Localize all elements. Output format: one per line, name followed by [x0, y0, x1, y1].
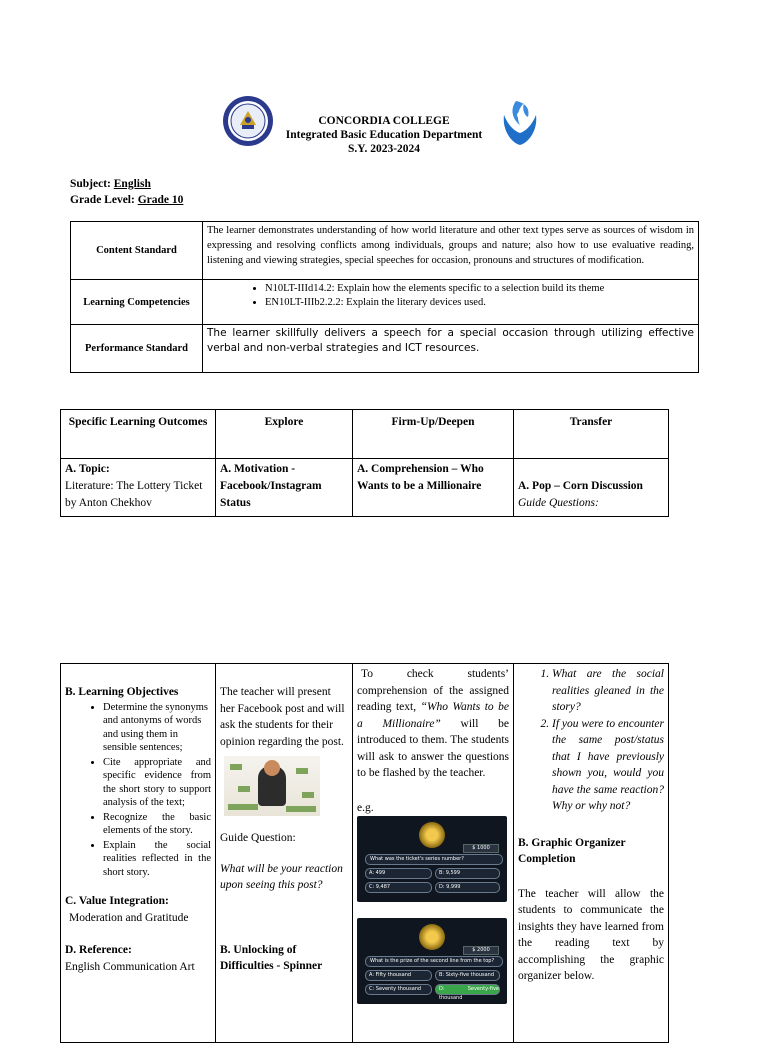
- reference-text: English Communication Art: [65, 960, 195, 973]
- guide-questions-label: Guide Questions:: [518, 497, 599, 509]
- transfer-question: 2. If you were to encounter the same post/status that I have previously shown you, would you have the same reaction? Why or why not?: [552, 716, 664, 815]
- quiz-option: B: 9,599: [435, 868, 500, 879]
- quiz-option: A: 499: [365, 868, 432, 879]
- quiz-option-highlighted: D: Seventy-five thousand: [435, 984, 500, 995]
- subject-value: English: [113, 178, 151, 190]
- objective-item: • Recognize the basic elements of the story.: [103, 811, 211, 838]
- quiz-option: C: Seventy thousand: [365, 984, 432, 995]
- transfer-questions-list: [518, 666, 664, 815]
- quiz-option: B: Sixty-five thousand: [435, 970, 500, 981]
- quiz-option: D: 9,999: [435, 882, 500, 893]
- quiz-option: C: 9,487: [365, 882, 432, 893]
- graphic-organizer-label: B. Graphic Organizer Completion: [518, 836, 626, 865]
- example-label: e.g.: [357, 801, 374, 814]
- topic-text: Literature: The Lottery Ticket by Anton Chekhov: [65, 480, 203, 509]
- lesson-plan-table: [60, 409, 669, 517]
- competency-item: • N10LT-IIId14.2: Explain how the elements specific to a selection build its theme: [265, 282, 694, 296]
- grade-value: Grade 10: [137, 193, 184, 206]
- subject-label: Subject:: [70, 178, 111, 190]
- reference-label: D. Reference:: [65, 944, 132, 956]
- objective-item: • Explain the social realities reflected in the short story.: [103, 839, 211, 880]
- quiz-option: A: Fifty thousand: [365, 970, 432, 981]
- topic-label: A. Topic:: [65, 463, 110, 475]
- guide-question-label: Guide Question:: [220, 832, 296, 844]
- facebook-post-image: [224, 756, 320, 816]
- school-year: S.Y. 2023-2024: [347, 143, 421, 155]
- header-transfer: Transfer: [514, 410, 669, 459]
- unlocking-difficulties-label: B. Unlocking of Difficulties - Spinner: [220, 943, 323, 972]
- header-outcomes: Specific Learning Outcomes: [61, 410, 216, 459]
- firm-quote: “Who Wants to be a Millionaire”: [357, 701, 509, 730]
- quiz-question: What is the prize of the second line from the top?: [365, 956, 503, 967]
- firm-text-2: will be introduced to them. The students will ask to answer the questions to be flashed by the teacher.: [357, 717, 510, 779]
- subject-info: [70, 177, 183, 208]
- firm-text-1: To check students’ comprehension of the assigned reading text,: [357, 668, 509, 713]
- competencies-list: [207, 282, 694, 310]
- grade-label: Grade Level:: [70, 193, 135, 206]
- millionaire-quiz-screenshot-1: [357, 816, 507, 902]
- department-name: Integrated Basic Education Department: [285, 129, 483, 141]
- popcorn-label: A. Pop – Corn Discussion: [518, 480, 643, 492]
- quiz-amount: $ 2000: [463, 946, 499, 955]
- performance-standard-label: Performance Standard: [71, 325, 203, 373]
- header-firm-up: Firm-Up/Deepen: [353, 410, 514, 459]
- standards-table: [70, 221, 699, 373]
- millionaire-quiz-screenshot-2: [357, 918, 507, 1004]
- performance-standard-text: The learner skillfully delivers a speech for a special occasion through utilizing effective verbal and non-verbal strategies and ICT resources.: [203, 325, 699, 373]
- quiz-question: What was the ticket's series number?: [365, 854, 503, 865]
- quiz-amount: $ 1000: [463, 844, 499, 853]
- graphic-organizer-text: The teacher will allow the students to communicate the insights they have learned from the reading text by accomplishing the graphic organizer below.: [518, 887, 664, 982]
- objectives-label: B. Learning Objectives: [65, 686, 179, 698]
- guide-question-text: What will be your reaction upon seeing this post?: [220, 862, 343, 891]
- content-standard-label: Content Standard: [71, 222, 203, 280]
- value-integration-label: C. Value Integration:: [65, 895, 169, 907]
- objective-item: • Cite appropriate and specific evidence from the short story to support analysis of the text;: [103, 756, 211, 810]
- comprehension-label: A. Comprehension – Who Wants to be a Millionaire: [353, 459, 514, 517]
- content-standard-text: The learner demonstrates understanding of how world literature and other text types serve as sources of wisdom in expressing and resolving conflicts among individuals, groups and nature; also how to use evaluative reading, listening and viewing strategies, special speeches for occasion, pronouns and structures of modification.: [203, 222, 699, 280]
- school-header: [260, 114, 508, 156]
- objectives-list: [65, 701, 211, 880]
- lesson-plan-table-continued: [60, 663, 669, 1043]
- competency-item: • EN10LT-IIIb2.2.2: Explain the literary devices used.: [265, 296, 694, 310]
- motivation-label: A. Motivation - Facebook/Instagram Status: [216, 459, 353, 517]
- college-name: CONCORDIA COLLEGE: [318, 115, 450, 127]
- learning-competencies-label: Learning Competencies: [71, 280, 203, 325]
- value-integration-text: Moderation and Gratitude: [69, 911, 189, 924]
- header-explore: Explore: [216, 410, 353, 459]
- transfer-question: 1. What are the social realities gleaned in the story?: [552, 666, 664, 716]
- objective-item: • Determine the synonyms and antonyms of words and using them in sensible sentences;: [103, 701, 211, 755]
- explore-text: The teacher will present her Facebook post and will ask the students for their opinion regarding the post.: [220, 686, 345, 748]
